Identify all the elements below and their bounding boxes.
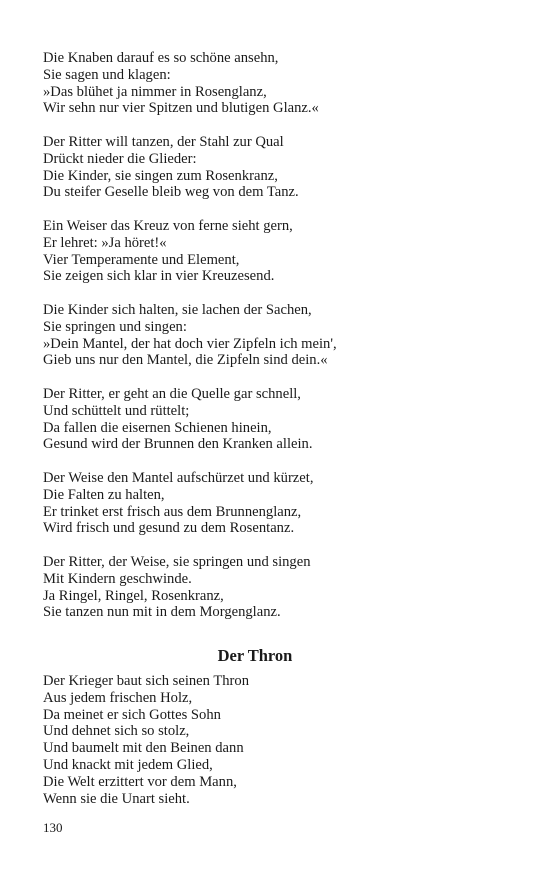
verse-line: Die Kinder sich halten, sie lachen der Sachen, — [43, 301, 312, 318]
verse-line: Wird frisch und gesund zu dem Rosentanz. — [43, 520, 295, 537]
verse-line: »Dein Mantel, der hat doch vier Zipfeln ich mein', — [43, 335, 337, 352]
verse-line: Der Krieger baut sich seinen Thron — [43, 673, 250, 689]
verse-line: Mit Kindern geschwinde. — [43, 570, 192, 587]
stanza — [43, 554, 513, 621]
verse-line: »Das blühet ja nimmer in Rosenglanz, — [43, 83, 267, 100]
poem-title: Der Thron — [217, 646, 293, 665]
verse-line: Drückt nieder die Glieder: — [43, 150, 197, 167]
verse-line: Und schüttelt und rüttelt; — [43, 402, 190, 419]
verse-line: Er trinket erst frisch aus dem Brunnenglanz, — [43, 503, 302, 520]
verse-line: Der Ritter, er geht an die Quelle gar schnell, — [43, 385, 301, 402]
verse-line: Sie tanzen nun mit in dem Morgenglanz. — [43, 604, 281, 621]
verse-line: Gesund wird der Brunnen den Kranken allein. — [43, 436, 313, 453]
verse-line: Aus jedem frischen Holz, — [43, 689, 193, 706]
stanza — [43, 386, 513, 453]
verse-line: Und knackt mit jedem Glied, — [43, 756, 213, 773]
verse-line: Und dehnet sich so stolz, — [43, 723, 190, 740]
verse-line: Du steifer Geselle bleib weg von dem Tanz. — [43, 184, 299, 201]
verse-line: Da fallen die eisernen Schienen hinein, — [43, 419, 272, 436]
verse-line: Die Welt erzittert vor dem Mann, — [43, 773, 237, 790]
verse-line: Sie springen und singen: — [43, 318, 187, 335]
stanza — [43, 218, 513, 285]
stanza — [43, 50, 513, 117]
verse-line: Ja Ringel, Ringel, Rosenkranz, — [43, 587, 224, 604]
verse-line: Der Ritter, der Weise, sie springen und singen — [43, 553, 311, 570]
verse-line: Sie sagen und klagen: — [43, 66, 171, 83]
verse-line: Sie zeigen sich klar in vier Kreuzesend. — [43, 268, 275, 285]
verse-line: Ein Weiser das Kreuz von ferne sieht gern, — [43, 217, 293, 234]
verse-line: Wir sehn nur vier Spitzen und blutigen Glanz.« — [43, 100, 319, 117]
verse-line: Die Kinder, sie singen zum Rosenkranz, — [43, 167, 278, 184]
verse-line: Und baumelt mit den Beinen dann — [43, 740, 244, 757]
stanza — [43, 470, 513, 537]
stanza — [43, 302, 513, 369]
verse-line: Wenn sie die Unart sieht. — [43, 790, 190, 807]
page-number: 130 — [43, 820, 63, 835]
verse-line: Die Knaben darauf es so schöne ansehn, — [43, 50, 279, 66]
verse-line: Der Ritter will tanzen, der Stahl zur Qual — [43, 133, 284, 150]
stanza — [43, 134, 513, 201]
verse-line: Der Weise den Mantel aufschürzet und kürzet, — [43, 469, 314, 486]
verse-line: Er lehret: »Ja höret!« — [43, 234, 167, 251]
poem-continued — [43, 50, 513, 638]
verse-line: Die Falten zu halten, — [43, 486, 165, 503]
verse-line: Da meinet er sich Gottes Sohn — [43, 706, 221, 723]
verse-line: Gieb uns nur den Mantel, die Zipfeln sind dein.« — [43, 352, 328, 369]
poem-der-thron — [43, 673, 513, 807]
verse-line: Vier Temperamente und Element, — [43, 251, 240, 268]
